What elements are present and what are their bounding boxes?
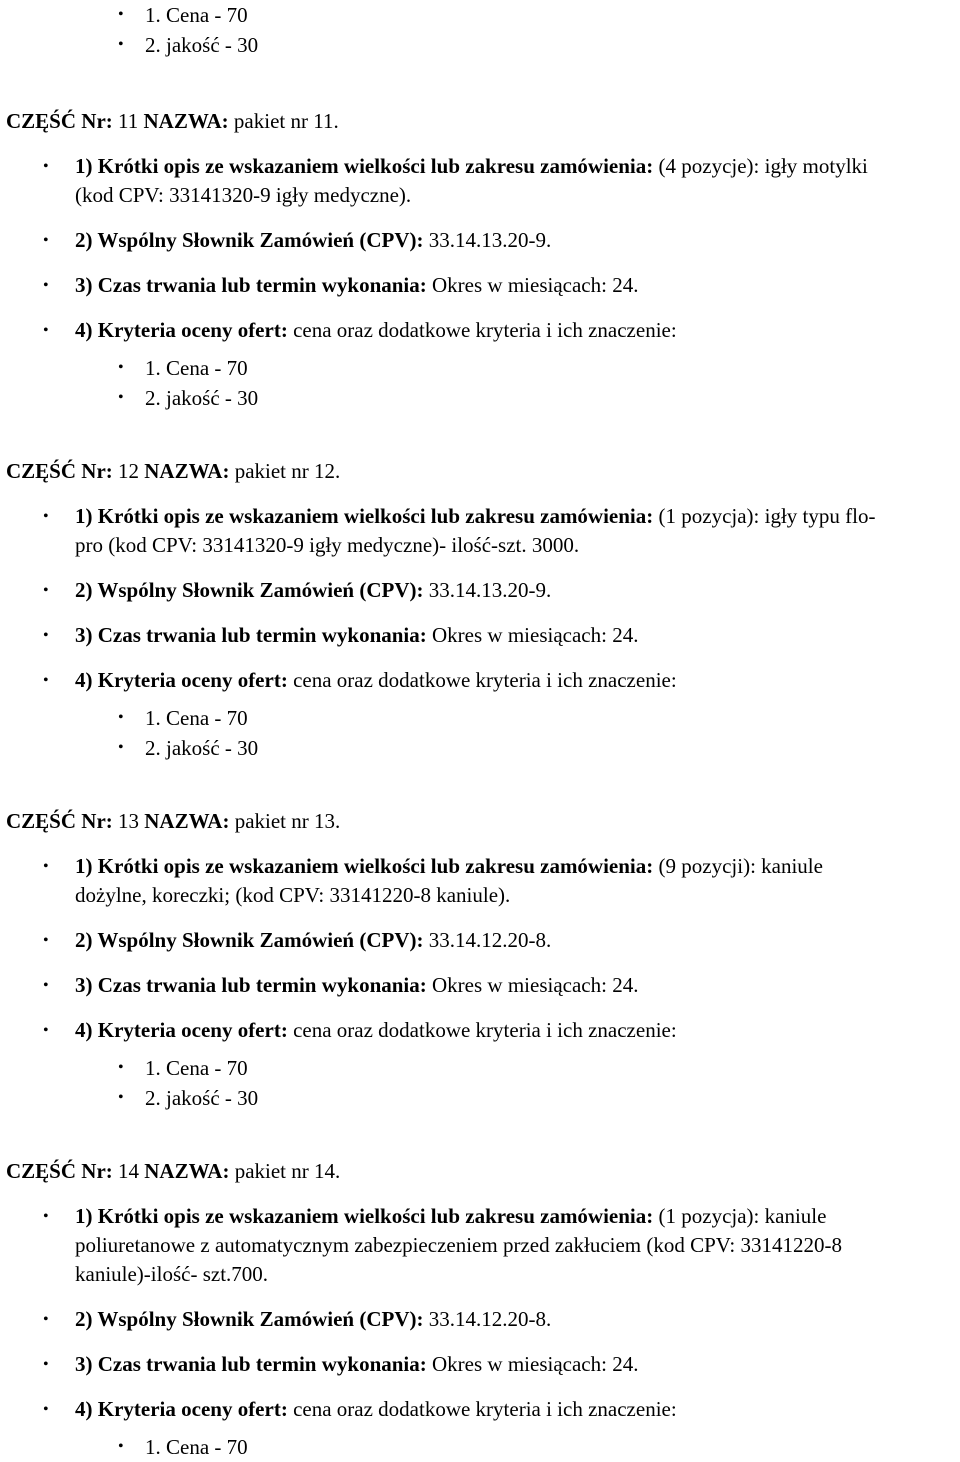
duration-item: • 3) Czas trwania lub termin wykonania: Okres w miesiącach: 24. — [0, 971, 885, 1000]
bullet-icon: • — [43, 322, 49, 339]
bullet-icon: • — [43, 1208, 49, 1225]
part-heading: CZĘŚĆ Nr: 11 NAZWA: pakiet nr 11. — [6, 109, 339, 133]
description-item: • 1) Krótki opis ze wskazaniem wielkości lub zakresu zamówienia: (9 pozycji): kaniule dożylne, koreczki; (kod CPV: 33141220-8 kaniule). — [43, 854, 823, 907]
criteria-item: • 2. jakość - 30 — [0, 733, 960, 763]
bullet-icon: • — [43, 1401, 49, 1418]
bullet-icon: • — [43, 232, 49, 249]
bullet-icon: • — [43, 672, 49, 689]
bullet-icon: • — [118, 739, 124, 756]
duration-item: • 3) Czas trwania lub termin wykonania: Okres w miesiącach: 24. — [0, 621, 885, 650]
criteria-heading-item: • 4) Kryteria oceny ofert: cena oraz dodatkowe kryteria i ich znaczenie: — [0, 666, 885, 695]
part-heading: CZĘŚĆ Nr: 12 NAZWA: pakiet nr 12. — [6, 459, 341, 483]
bullet-icon: • — [43, 627, 49, 644]
bullet-icon: • — [43, 932, 49, 949]
bullet-icon: • — [118, 1089, 124, 1106]
duration-item: • 3) Czas trwania lub termin wykonania: Okres w miesiącach: 24. — [0, 271, 885, 300]
criteria-item: • 1. Cena - 70 — [0, 1053, 960, 1083]
cpv-item: • 2) Wspólny Słownik Zamówień (CPV): 33.14.12.20-8. — [0, 926, 885, 955]
criteria-item: • 1. Cena - 70 — [0, 353, 960, 383]
description-item: • 1) Krótki opis ze wskazaniem wielkości lub zakresu zamówienia: (1 pozycja): kaniule poliuretanowe z automatycznym zabezpieczeniem przed zakłuciem (kod CPV: 33141220-8 kaniule)-ilość- szt.700. — [43, 1204, 842, 1286]
part-section-14 — [0, 1156, 960, 1462]
part-section-13 — [0, 806, 960, 1113]
bullet-icon: • — [43, 1311, 49, 1328]
part-section-11 — [0, 106, 960, 413]
bullet-icon: • — [43, 277, 49, 294]
description-item: • 1) Krótki opis ze wskazaniem wielkości lub zakresu zamówienia: (4 pozycje): igły motylki (kod CPV: 33141320-9 igły medyczne). — [43, 154, 868, 207]
criteria-heading-item: • 4) Kryteria oceny ofert: cena oraz dodatkowe kryteria i ich znaczenie: — [0, 1395, 885, 1424]
bullet-icon: • — [118, 1438, 124, 1455]
bullet-icon: • — [43, 158, 49, 175]
criteria-item: • 1. Cena - 70 — [0, 1432, 960, 1462]
cpv-item: • 2) Wspólny Słownik Zamówień (CPV): 33.14.13.20-9. — [0, 576, 885, 605]
part-section-12 — [0, 456, 960, 763]
bullet-icon: • — [118, 1059, 124, 1076]
bullet-icon: • — [43, 508, 49, 525]
cpv-item: • 2) Wspólny Słownik Zamówień (CPV): 33.14.12.20-8. — [0, 1305, 885, 1334]
bullet-icon: • — [118, 6, 124, 23]
bullet-icon: • — [43, 1022, 49, 1039]
part-heading: CZĘŚĆ Nr: 13 NAZWA: pakiet nr 13. — [6, 809, 341, 833]
criteria-item: • 2. jakość - 30 — [0, 1083, 960, 1113]
cpv-item: • 2) Wspólny Słownik Zamówień (CPV): 33.14.13.20-9. — [0, 226, 885, 255]
bullet-icon: • — [118, 389, 124, 406]
bullet-icon: • — [43, 582, 49, 599]
criteria-heading-item: • 4) Kryteria oceny ofert: cena oraz dodatkowe kryteria i ich znaczenie: — [0, 1016, 885, 1045]
bullet-icon: • — [43, 858, 49, 875]
bullet-icon: • — [43, 1356, 49, 1373]
bullet-icon: • — [118, 359, 124, 376]
description-item: • 1) Krótki opis ze wskazaniem wielkości lub zakresu zamówienia: (1 pozycja): igły typu flo-pro (kod CPV: 33141320-9 igły medyczne)- ilość-szt. 3000. — [43, 504, 876, 557]
bullet-icon: • — [118, 709, 124, 726]
criteria-item: • 2. jakość - 30 — [0, 30, 960, 60]
bullet-icon: • — [118, 36, 124, 53]
criteria-heading-item: • 4) Kryteria oceny ofert: cena oraz dodatkowe kryteria i ich znaczenie: — [0, 316, 885, 345]
duration-item: • 3) Czas trwania lub termin wykonania: Okres w miesiącach: 24. — [0, 1350, 885, 1379]
criteria-item: • 1. Cena - 70 — [0, 703, 960, 733]
bullet-icon: • — [43, 977, 49, 994]
criteria-item: • 2. jakość - 30 — [0, 383, 960, 413]
criteria-list-previous — [0, 0, 960, 60]
part-heading: CZĘŚĆ Nr: 14 NAZWA: pakiet nr 14. — [6, 1159, 341, 1183]
criteria-item: • 1. Cena - 70 — [0, 0, 960, 30]
